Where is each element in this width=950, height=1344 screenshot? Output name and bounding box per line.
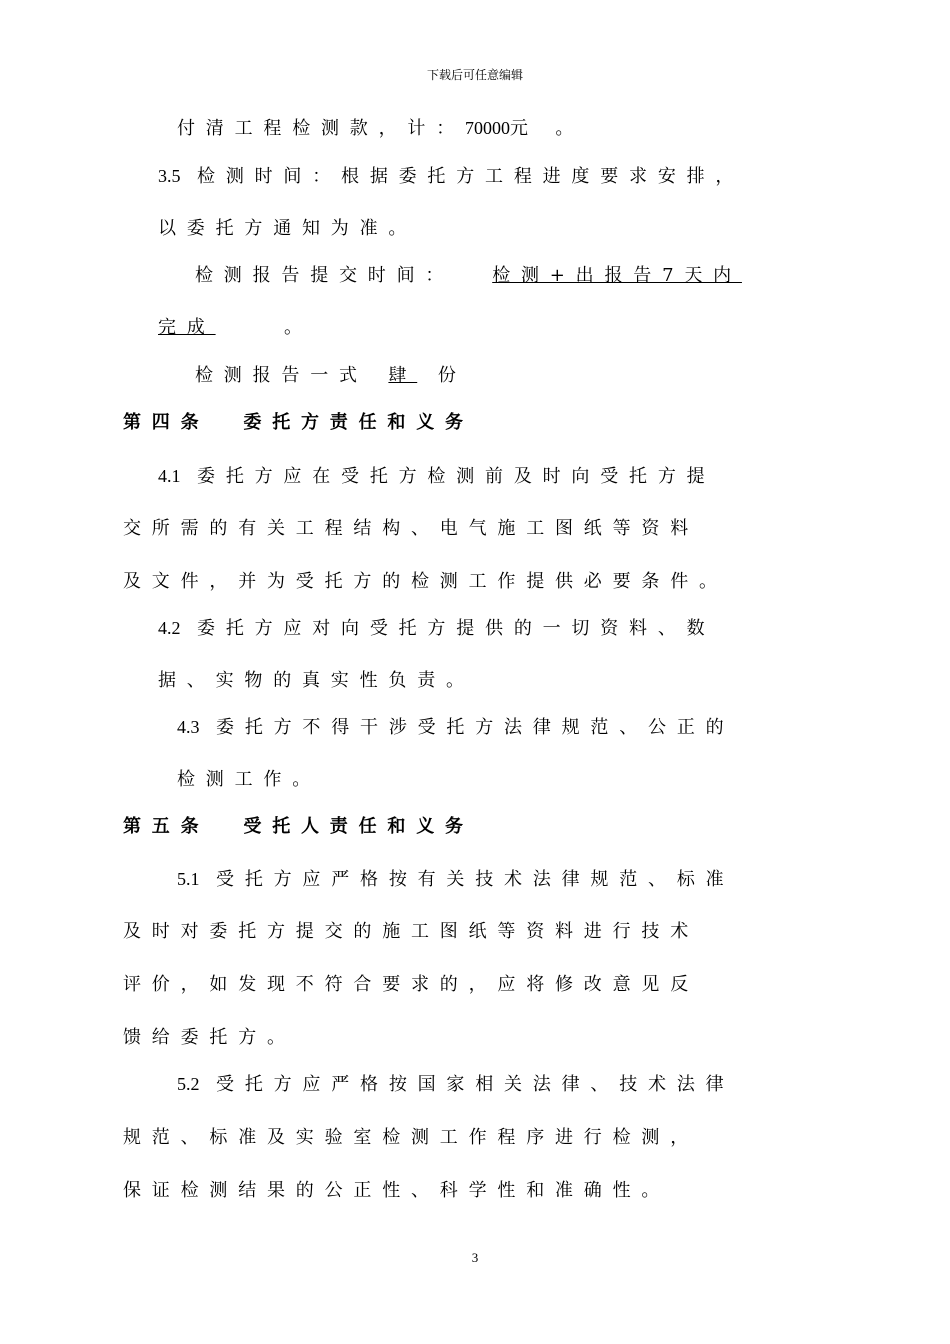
report-copies-label: 检测报告一式 xyxy=(195,365,368,386)
article-4-heading xyxy=(123,411,474,435)
clause-5-1-line4: 馈给委托方。 xyxy=(123,1027,296,1048)
clause-text: 委托方不得干涉受托方法律规范、公正的 xyxy=(216,717,735,738)
article-5-title: 受托人责任和义务 xyxy=(243,816,474,837)
article-5-number: 第五条 xyxy=(123,816,210,837)
payment-unit: 元 。 xyxy=(510,118,585,139)
clause-5-1-line1 xyxy=(177,867,734,892)
clause-4-2-line1 xyxy=(158,616,715,641)
report-submit-value-cont: 完成 xyxy=(158,317,216,338)
report-submit-label: 检测报告提交时间： xyxy=(195,265,455,286)
article-4-title: 委托方责任和义务 xyxy=(243,412,474,433)
payment-amount: 70000 xyxy=(465,118,510,138)
page-header: 下载后可任意编辑 xyxy=(426,68,523,82)
clause-4-1-line3: 及文件，并为受托方的检测工作提供必要条件。 xyxy=(123,571,728,592)
clause-4-1-line2: 交所需的有关工程结构、电气施工图纸等资料 xyxy=(123,518,699,539)
clause-number: 5.2 xyxy=(177,1074,200,1094)
clause-5-1-line3: 评价，如发现不符合要求的，应将修改意见反 xyxy=(123,974,699,995)
clause-4-2-line2: 据、实物的真实性负责。 xyxy=(158,670,475,691)
clause-number: 3.5 xyxy=(158,166,181,186)
clause-text: 委托方应在受托方检测前及时向受托方提 xyxy=(197,466,716,487)
article-5-heading xyxy=(123,815,474,839)
clause-text: 受托方应严格按有关技术法律规范、标准 xyxy=(216,869,735,890)
clause-text: 受托方应严格按国家相关法律、技术法律 xyxy=(216,1074,735,1095)
report-submit-value: 检测+出报告7天内 xyxy=(492,265,742,286)
payment-line xyxy=(177,116,584,141)
clause-text: 委托方应对向受托方提供的一切资料、数 xyxy=(197,618,716,639)
clause-5-2-line2: 规范、标准及实验室检测工作程序进行检测， xyxy=(123,1127,699,1148)
report-copies-unit: 份 xyxy=(437,365,467,386)
report-copies-value: 肆 xyxy=(388,365,418,386)
clause-3-5-line2: 以委托方通知为准。 xyxy=(158,218,418,239)
clause-number: 4.1 xyxy=(158,466,181,486)
article-4-number: 第四条 xyxy=(123,412,210,433)
clause-number: 4.3 xyxy=(177,717,200,737)
page-number: 3 xyxy=(471,1250,479,1265)
report-copies-line xyxy=(195,364,467,388)
clause-4-3-line1 xyxy=(177,715,734,740)
clause-4-3-line2: 检测工作。 xyxy=(177,769,321,790)
clause-5-2-line1 xyxy=(177,1072,734,1097)
period: 。 xyxy=(284,317,313,338)
clause-5-2-line3: 保证检测结果的公正性、科学性和准确性。 xyxy=(123,1180,671,1201)
report-submit-line xyxy=(195,264,784,288)
clause-3-5-line1 xyxy=(158,164,744,189)
clause-text: 检测时间：根据委托方工程进度要求安排， xyxy=(197,166,745,187)
payment-text: 付清工程检测款，计： xyxy=(177,118,465,139)
clause-number: 4.2 xyxy=(158,618,181,638)
clause-number: 5.1 xyxy=(177,869,200,889)
clause-5-1-line2: 及时对委托方提交的施工图纸等资料进行技术 xyxy=(123,921,699,942)
clause-4-1-line1 xyxy=(158,464,715,489)
report-submit-line2 xyxy=(158,316,313,340)
